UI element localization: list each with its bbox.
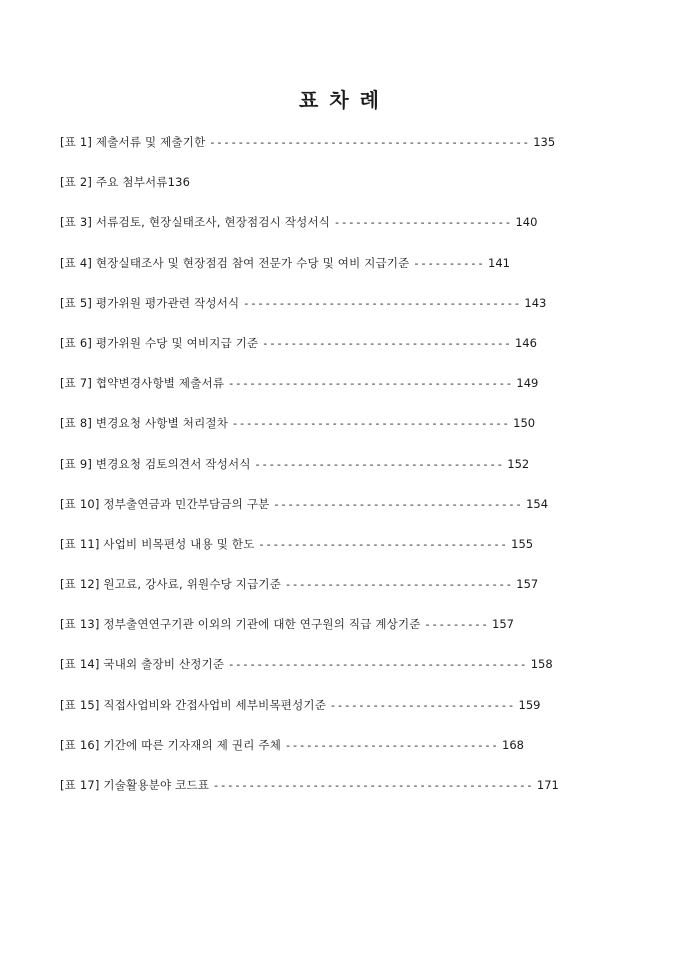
toc-page-number: 141 xyxy=(488,255,510,270)
toc-entry xyxy=(60,574,620,614)
dot-leader: ---------- xyxy=(413,256,485,270)
table-of-tables xyxy=(60,132,620,815)
dot-leader: --------------------------------------- xyxy=(242,296,521,310)
dot-leader: -------------------------- xyxy=(329,698,515,712)
toc-entry xyxy=(60,172,620,212)
toc-entry-label: [표 13] 정부출연연구기관 이외의 기관에 대한 연구원의 직급 계상기준 xyxy=(60,617,421,632)
dot-leader: ----------------------------------- xyxy=(258,537,508,551)
toc-entry xyxy=(60,775,620,815)
toc-entry-label: [표 7] 협약변경사항별 제출서류 xyxy=(60,376,225,391)
toc-page-number: 146 xyxy=(514,335,537,350)
toc-entry xyxy=(60,614,620,654)
toc-page-number: 158 xyxy=(530,657,553,672)
dot-leader: --------------------------------------------- xyxy=(212,779,534,792)
dot-leader: --------------------------------------------- xyxy=(209,136,530,149)
toc-entry xyxy=(60,454,620,494)
dot-leader: ---------------------------------------- xyxy=(227,377,513,391)
toc-page-number: 135 xyxy=(533,135,556,149)
toc-page-number: 152 xyxy=(507,456,530,471)
dot-leader: -------------------------------- xyxy=(284,578,513,592)
toc-page-number: 154 xyxy=(526,496,549,511)
dot-leader: --------- xyxy=(424,618,489,632)
toc-entry-label: [표 15] 직접사업비와 간접사업비 세부비목편성기준 xyxy=(60,697,327,712)
toc-entry-label: [표 3] 서류검토, 현장실태조사, 현장점검시 작성서식 xyxy=(60,215,331,230)
toc-page-number: 143 xyxy=(524,295,547,310)
toc-entry xyxy=(60,293,620,333)
toc-page-number: 157 xyxy=(492,617,514,632)
dot-leader: ------------------------------------------ xyxy=(227,658,528,672)
toc-entry xyxy=(60,735,620,775)
dot-leader: ------------------------------ xyxy=(284,738,499,752)
toc-entry xyxy=(60,494,620,534)
toc-entry-label: [표 12] 원고료, 강사료, 위원수당 지급기준 xyxy=(60,577,282,592)
toc-entry-label: [표 9] 변경요청 검토의견서 작성서식 xyxy=(60,456,251,471)
toc-entry xyxy=(60,333,620,373)
toc-entry-label: [표 6] 평가위원 수당 및 여비지급 기준 xyxy=(60,335,259,350)
toc-page-number: 157 xyxy=(516,577,539,592)
toc-entry-label: [표 14] 국내외 출장비 산정기준 xyxy=(60,657,225,672)
toc-page-number: 140 xyxy=(515,215,538,230)
toc-entry xyxy=(60,253,620,293)
toc-entry-label: [표 8] 변경요청 사항별 처리절차 xyxy=(60,416,229,431)
dot-leader: ----------------------------------- xyxy=(262,336,512,350)
toc-entry-label: [표 2] 주요 첨부서류136 xyxy=(60,175,191,190)
toc-entry xyxy=(60,695,620,735)
toc-entry xyxy=(60,132,620,172)
toc-page-number: 149 xyxy=(516,376,539,391)
toc-entry-label: [표 16] 기간에 따른 기자재의 제 권리 주체 xyxy=(60,737,282,752)
toc-entry xyxy=(60,413,620,453)
toc-page-number: 171 xyxy=(536,778,559,792)
toc-page-number: 150 xyxy=(513,416,536,431)
dot-leader: --------------------------------------- xyxy=(231,417,510,431)
toc-entry-label: [표 4] 현장실태조사 및 현장점검 참여 전문가 수당 및 여비 지급기준 xyxy=(60,255,410,270)
dot-leader: ------------------------- xyxy=(333,216,512,230)
toc-entry xyxy=(60,534,620,574)
toc-page-number: 168 xyxy=(502,737,524,752)
toc-entry xyxy=(60,212,620,252)
toc-entry-label: [표 1] 제출서류 및 제출기한 xyxy=(60,135,206,149)
toc-entry-label: [표 10] 정부출연금과 민간부담금의 구분 xyxy=(60,496,270,511)
toc-entry-label: [표 17] 기술활용분야 코드표 xyxy=(60,778,210,792)
toc-entry-label: [표 5] 평가위원 평가관련 작성서식 xyxy=(60,295,240,310)
dot-leader: ----------------------------------- xyxy=(254,457,504,471)
toc-entry xyxy=(60,373,620,413)
page-title: 표 차 례 xyxy=(299,88,381,112)
toc-page-number: 155 xyxy=(511,536,534,551)
toc-page-number: 159 xyxy=(518,697,541,712)
toc-entry-label: [표 11] 사업비 비목편성 내용 및 한도 xyxy=(60,536,255,551)
toc-entry xyxy=(60,654,620,694)
dot-leader: ----------------------------------- xyxy=(273,497,523,511)
